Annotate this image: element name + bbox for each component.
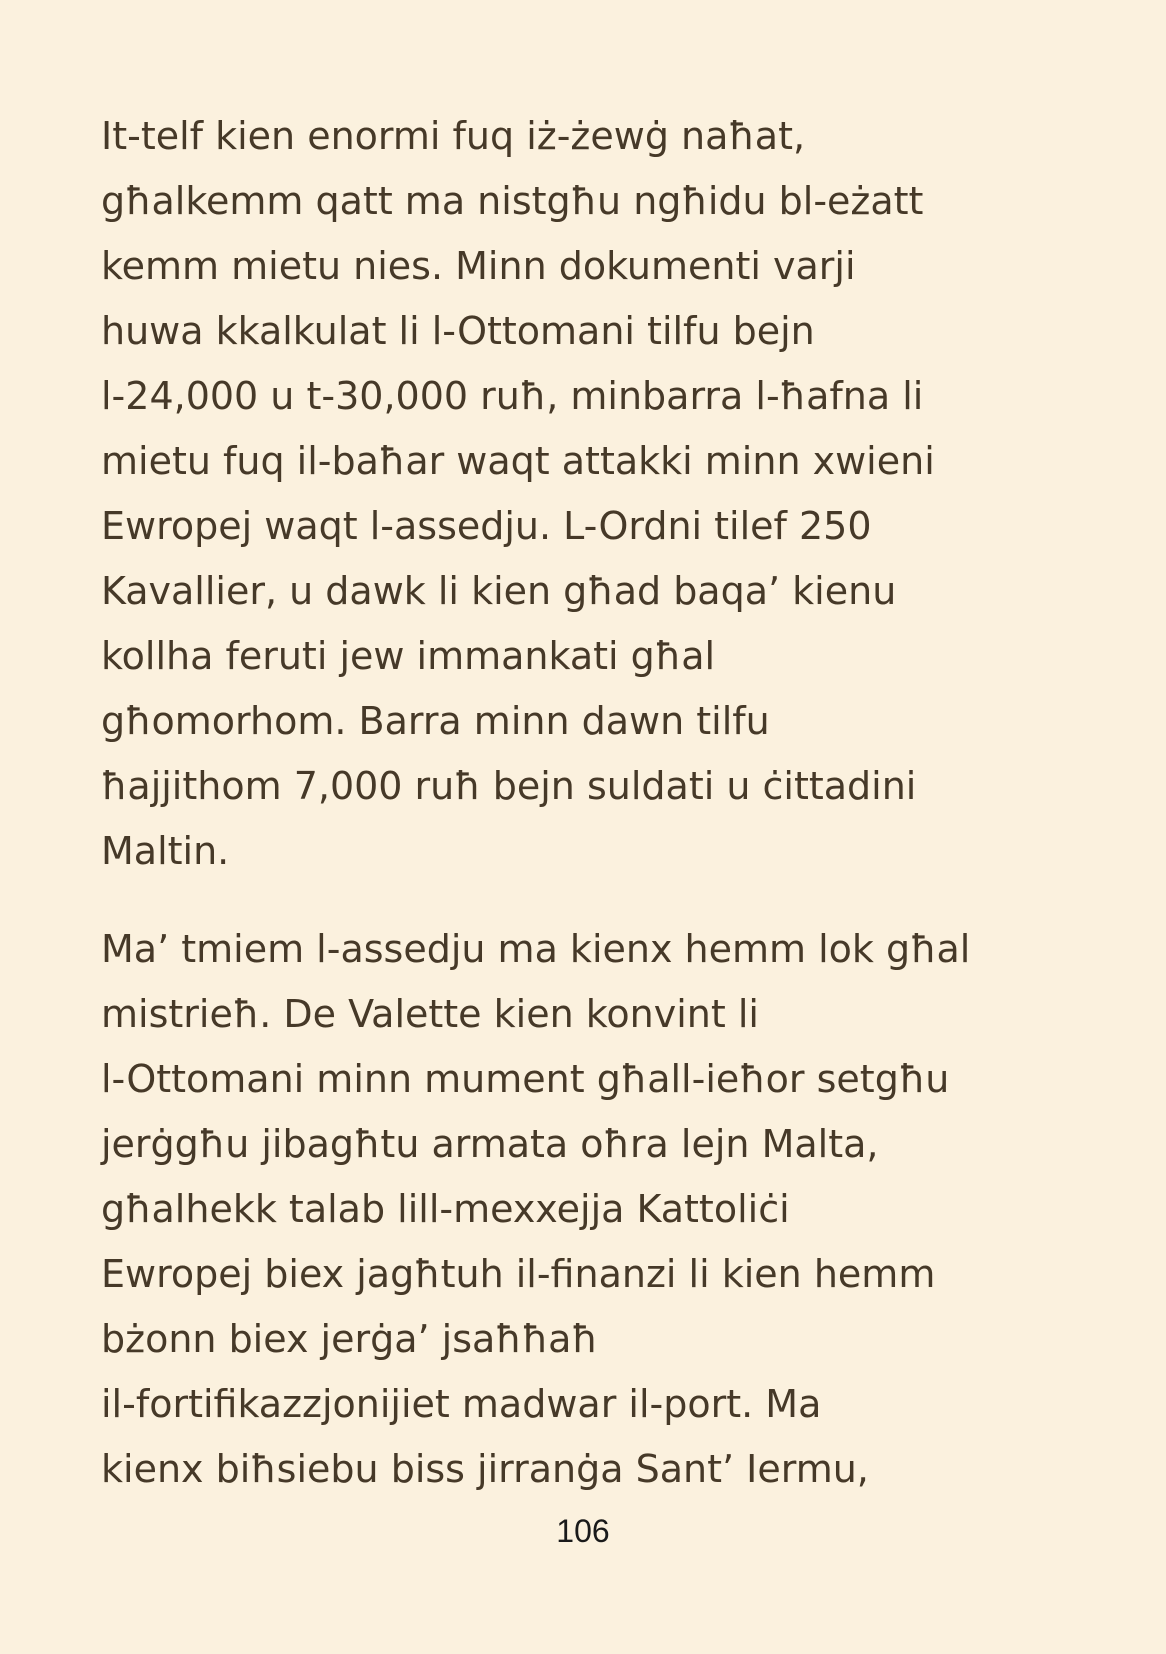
text-line: għalkemm qatt ma nistgħu ngħidu bl-eżatt	[101, 179, 924, 223]
text-line: mistrieħ. De Valette kien konvint li	[101, 992, 759, 1036]
text-line: huwa kkalkulat li l-Ottomani tilfu bejn	[101, 309, 815, 353]
page-number: 106	[556, 1513, 610, 1549]
text-line: Ewropej biex jagħtuh il-finanzi li kien hemm	[101, 1252, 936, 1296]
paragraph-2	[101, 917, 1081, 1502]
paragraph-1	[101, 104, 1081, 884]
text-line: kollha feruti jew immankati għal	[101, 634, 716, 678]
text-line: l-Ottomani minn mument għall-ieħor setgħu	[101, 1057, 950, 1101]
text-line: għalhekk talab lill-mexxejja Kattoliċi	[101, 1187, 790, 1231]
text-line: jerġgħu jibagħtu armata oħra lejn Malta,	[101, 1122, 879, 1166]
text-line: Maltin.	[101, 829, 230, 873]
text-line: Ewropej waqt l-assedju. L-Ordni tilef 250	[101, 504, 872, 548]
text-line: bżonn biex jerġa’ jsaħħaħ	[101, 1317, 598, 1361]
text-line: Ma’ tmiem l-assedju ma kienx hemm lok għal	[101, 927, 971, 971]
text-line: mietu fuq il-baħar waqt attakki minn xwieni	[101, 439, 935, 483]
text-line: kienx biħsiebu biss jirranġa Sant’ Iermu,	[101, 1447, 869, 1491]
text-line: għomorhom. Barra minn dawn tilfu	[101, 699, 770, 743]
text-line: il-fortifikazzjonijiet madwar il-port. Ma	[101, 1382, 822, 1426]
text-line: ħajjithom 7,000 ruħ bejn suldati u ċittadini	[101, 764, 917, 808]
text-line: Kavallier, u dawk li kien għad baqa’ kienu	[101, 569, 897, 613]
text-line: kemm mietu nies. Minn dokumenti varji	[101, 244, 856, 288]
text-line: l-24,000 u t-30,000 ruħ, minbarra l-ħafna li	[101, 374, 924, 418]
text-line: It-telf kien enormi fuq iż-żewġ naħat,	[101, 114, 806, 158]
